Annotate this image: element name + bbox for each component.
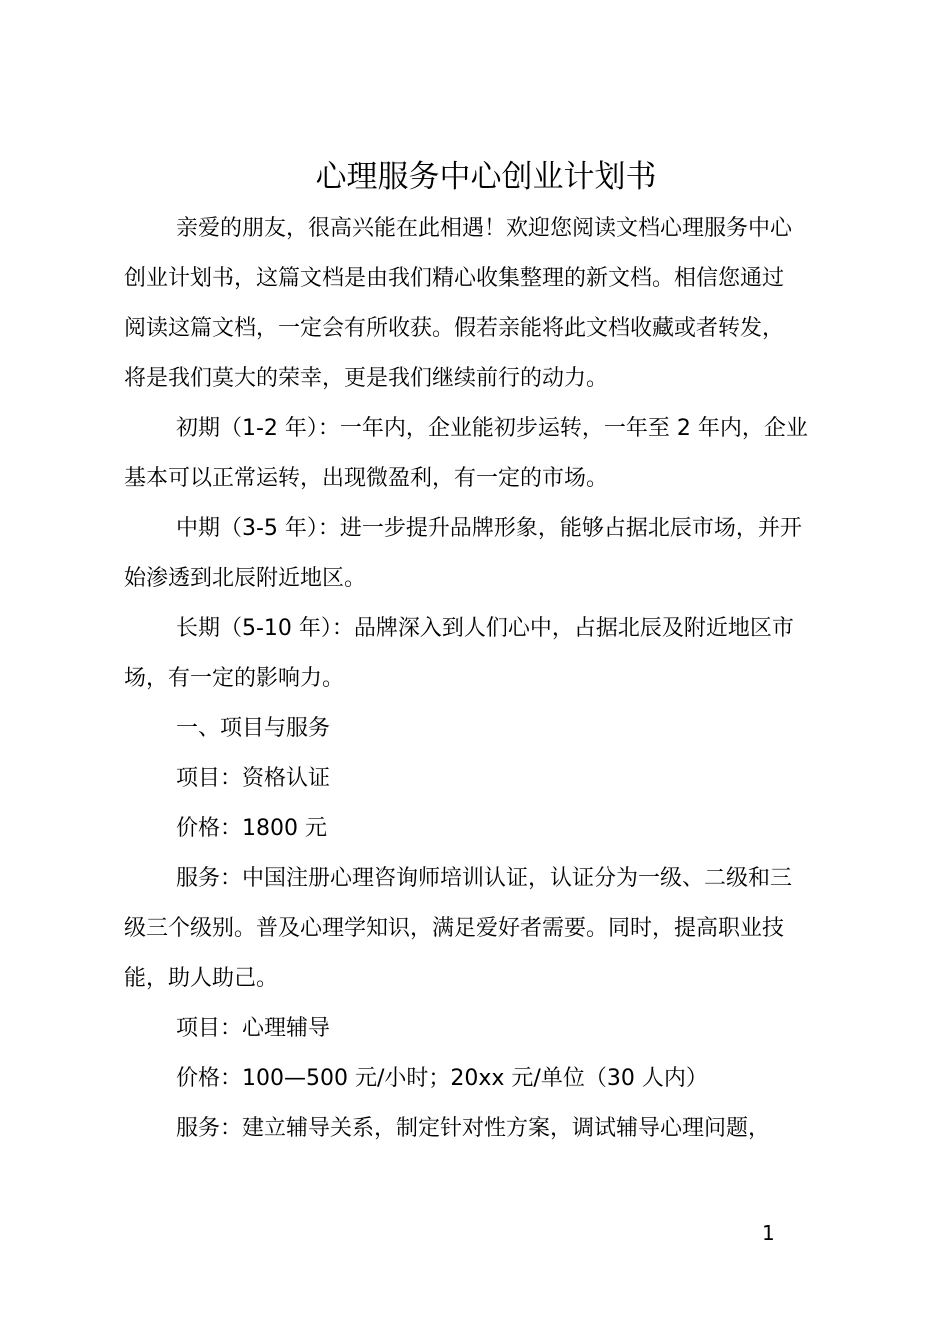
page-number: 1 (762, 1221, 775, 1245)
service-certification-line-1: 服务：中国注册心理咨询师培训认证，认证分为一级、二级和三 (176, 866, 793, 891)
intro-line-1: 亲爱的朋友，很高兴能在此相遇！欢迎您阅读文档心理服务中心 (176, 216, 793, 241)
section-heading: 一、项目与服务 (176, 716, 331, 741)
mid-stage-line-1: 中期（3-5 年）：进一步提升品牌形象，能够占据北辰市场，并开 (176, 516, 802, 541)
long-stage-line-2: 场，有一定的影响力。 (124, 666, 345, 691)
intro-line-2: 创业计划书，这篇文档是由我们精心收集整理的新文档。相信您通过 (124, 266, 785, 291)
long-stage-line-1: 长期（5-10 年）：品牌深入到人们心中，占据北辰及附近地区市 (176, 616, 794, 641)
intro-line-3: 阅读这篇文档，一定会有所收获。假若亲能将此文档收藏或者转发， (124, 316, 785, 341)
project-counseling: 项目：心理辅导 (176, 1016, 331, 1041)
service-counseling-line-1: 服务：建立辅导关系，制定针对性方案，调试辅导心理问题， (176, 1116, 771, 1141)
intro-line-4: 将是我们莫大的荣幸，更是我们继续前行的动力。 (124, 366, 609, 391)
service-certification-line-3: 能，助人助己。 (124, 966, 279, 991)
early-stage-line-1: 初期（1-2 年）：一年内，企业能初步运转，一年至 2 年内，企业 (176, 416, 808, 441)
service-certification-line-2: 级三个级别。普及心理学知识，满足爱好者需要。同时，提高职业技 (124, 916, 785, 941)
price-certification: 价格：1800 元 (176, 816, 327, 841)
early-stage-line-2: 基本可以正常运转，出现微盈利，有一定的市场。 (124, 466, 609, 491)
mid-stage-line-2: 始渗透到北辰附近地区。 (124, 566, 367, 591)
document-body (124, 204, 852, 1154)
price-counseling: 价格：100—500 元/小时；20xx 元/单位（30 人内） (176, 1066, 708, 1091)
project-certification: 项目：资格认证 (176, 766, 331, 791)
document-title: 心理服务中心创业计划书 (315, 159, 657, 195)
